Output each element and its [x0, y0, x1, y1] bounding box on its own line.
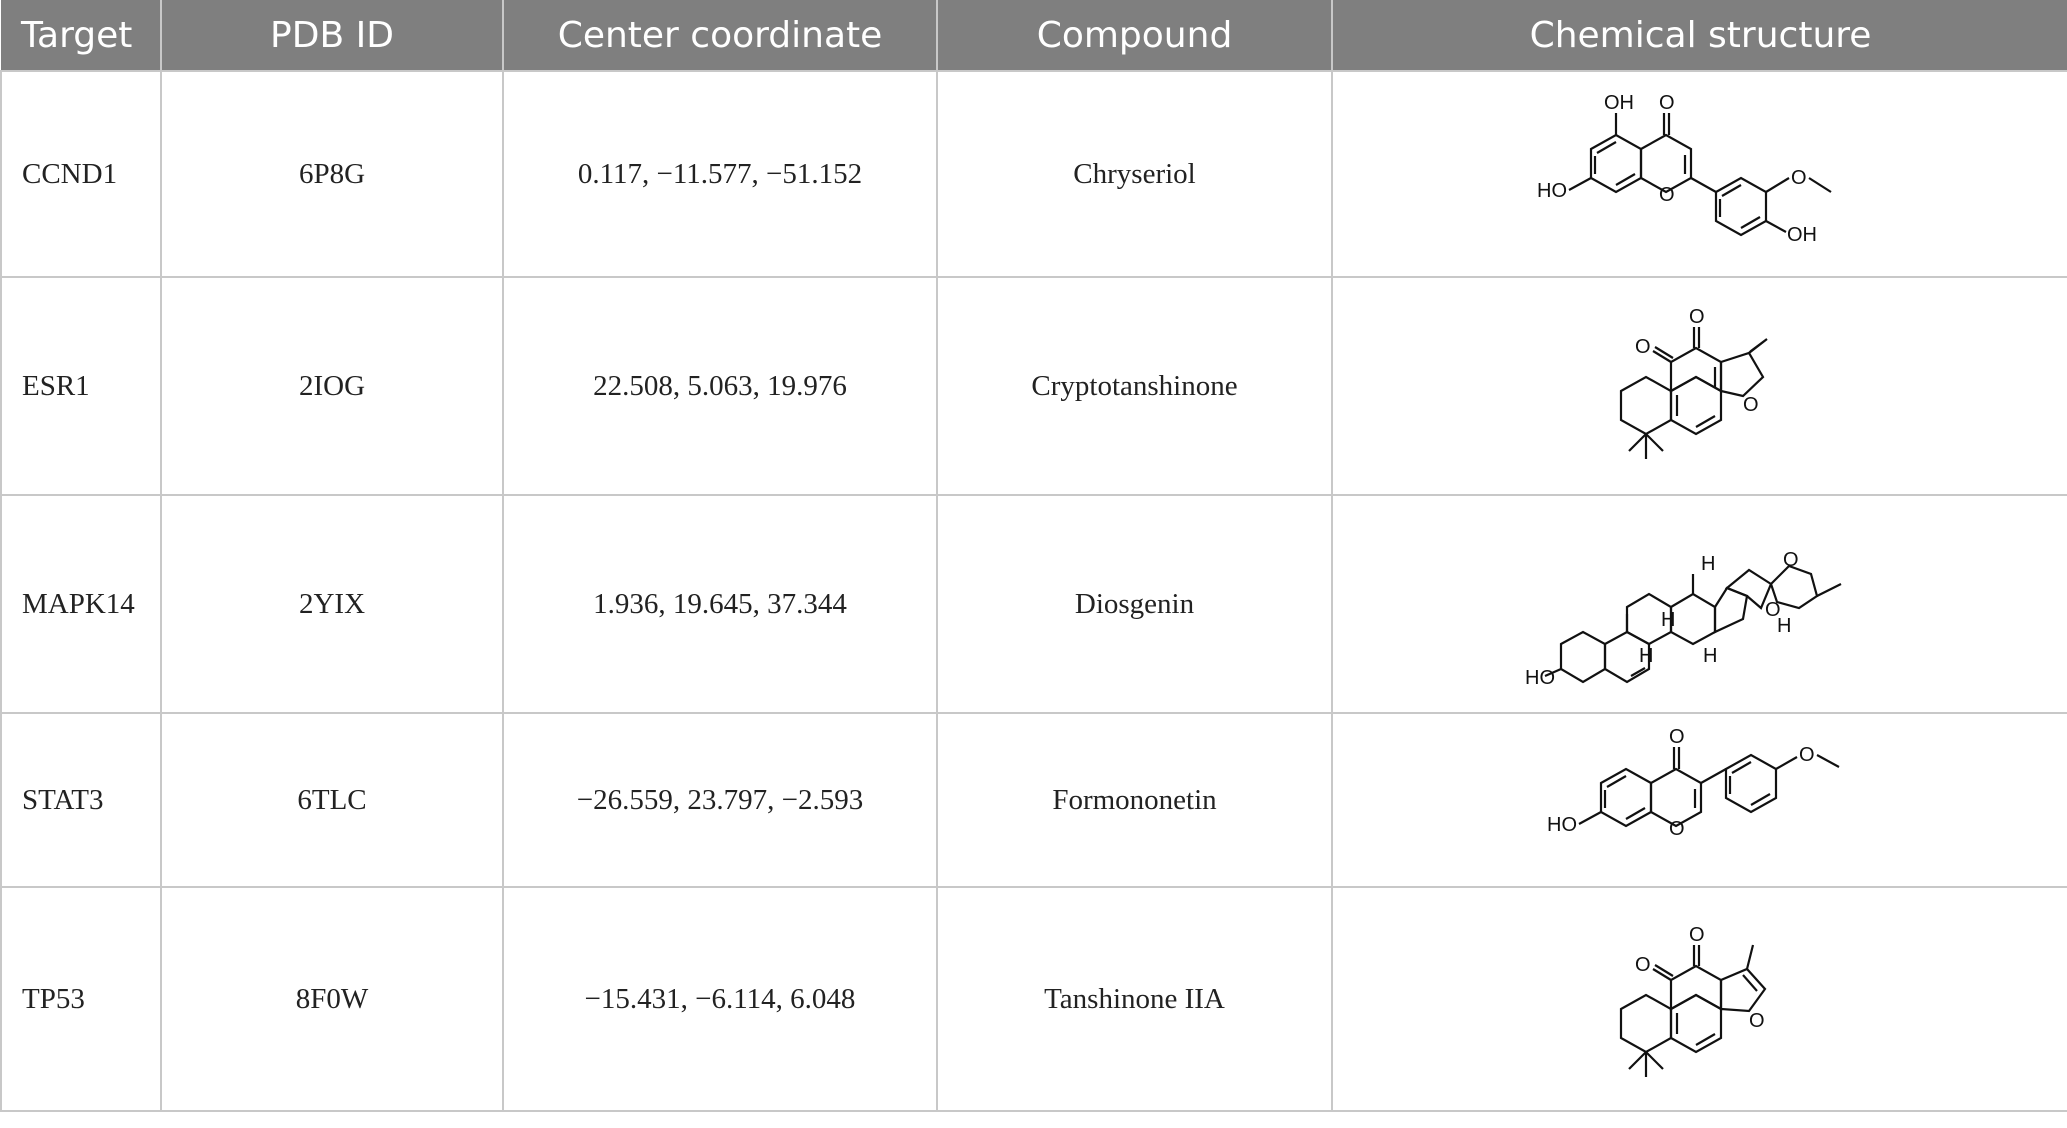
atom-label: O — [1782, 549, 1799, 571]
atom-label: HO — [1536, 180, 1567, 202]
header-chemical-structure: Chemical structure — [1332, 0, 2067, 71]
atom-label: H — [1702, 645, 1717, 667]
atom-label: O — [1742, 394, 1759, 416]
cell-chemical-structure — [1332, 277, 2067, 495]
atom-label: O — [1668, 818, 1685, 840]
atom-label: HO — [1524, 667, 1555, 689]
cell-center-coordinate: 22.508, 5.063, 19.976 — [503, 277, 937, 495]
atom-label: O — [1688, 924, 1705, 946]
cell-compound: Formononetin — [937, 713, 1332, 887]
cell-center-coordinate: −26.559, 23.797, −2.593 — [503, 713, 937, 887]
cell-center-coordinate: 1.936, 19.645, 37.344 — [503, 495, 937, 713]
cell-compound: Tanshinone IIA — [937, 887, 1332, 1111]
diosgenin-structure-icon — [1521, 504, 1881, 704]
formononetin-structure-icon — [1541, 725, 1861, 875]
header-pdb-id: PDB ID — [161, 0, 503, 71]
cell-target: TP53 — [1, 887, 161, 1111]
tanshinone-structure-icon — [1571, 899, 1831, 1099]
table-row — [1, 495, 2067, 713]
cell-pdb-id: 6TLC — [161, 713, 503, 887]
chryseriol-structure-icon — [1531, 89, 1871, 259]
table-row — [1, 71, 2067, 277]
header-target: Target — [1, 0, 161, 71]
cell-target: MAPK14 — [1, 495, 161, 713]
header-compound: Compound — [937, 0, 1332, 71]
atom-label: H — [1638, 645, 1653, 667]
cell-target: ESR1 — [1, 277, 161, 495]
cell-target: STAT3 — [1, 713, 161, 887]
atom-label: O — [1634, 336, 1651, 358]
atom-label: OH — [1786, 224, 1817, 246]
cell-compound: Cryptotanshinone — [937, 277, 1332, 495]
cell-pdb-id: 2YIX — [161, 495, 503, 713]
cell-target: CCND1 — [1, 71, 161, 277]
cell-chemical-structure — [1332, 71, 2067, 277]
atom-label: O — [1688, 306, 1705, 328]
cryptotanshinone-structure-icon — [1571, 291, 1831, 481]
cell-compound: Diosgenin — [937, 495, 1332, 713]
atom-label: HO — [1546, 814, 1577, 836]
table-row — [1, 713, 2067, 887]
header-row — [1, 0, 2067, 71]
table-row — [1, 887, 2067, 1111]
atom-label: H — [1700, 553, 1715, 575]
cell-pdb-id: 8F0W — [161, 887, 503, 1111]
atom-label: O — [1658, 184, 1675, 206]
cell-pdb-id: 6P8G — [161, 71, 503, 277]
cell-pdb-id: 2IOG — [161, 277, 503, 495]
atom-label: H — [1776, 615, 1791, 637]
atom-label: H — [1660, 609, 1675, 631]
cell-chemical-structure — [1332, 713, 2067, 887]
header-center-coordinate: Center coordinate — [503, 0, 937, 71]
cell-chemical-structure — [1332, 887, 2067, 1111]
atom-label: OH — [1603, 92, 1634, 114]
atom-label: O — [1790, 167, 1807, 189]
cell-center-coordinate: −15.431, −6.114, 6.048 — [503, 887, 937, 1111]
atom-label: O — [1798, 744, 1815, 766]
cell-compound: Chryseriol — [937, 71, 1332, 277]
cell-center-coordinate: 0.117, −11.577, −51.152 — [503, 71, 937, 277]
atom-label: O — [1658, 92, 1675, 114]
atom-label: O — [1668, 726, 1685, 748]
atom-label: O — [1634, 954, 1651, 976]
atom-label: O — [1748, 1010, 1765, 1032]
table-row — [1, 277, 2067, 495]
atom-label: O — [1764, 599, 1781, 621]
cell-chemical-structure — [1332, 495, 2067, 713]
